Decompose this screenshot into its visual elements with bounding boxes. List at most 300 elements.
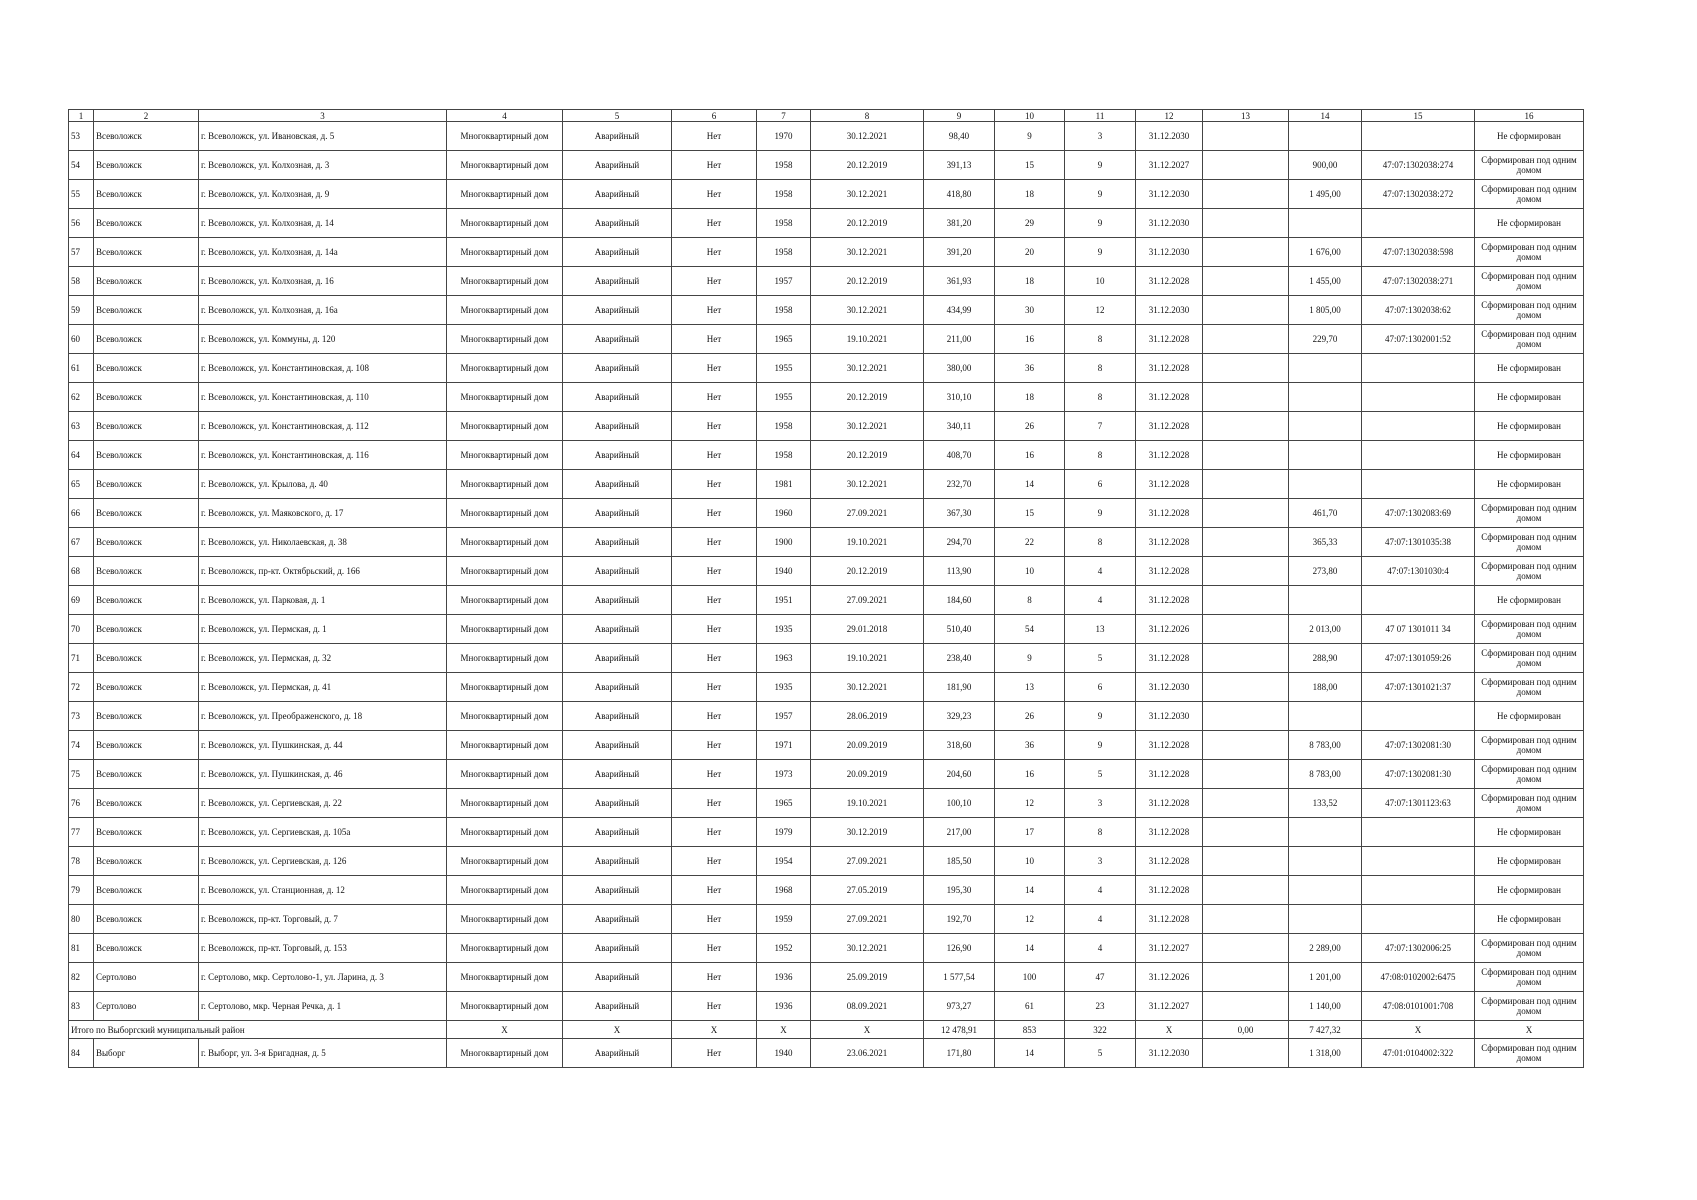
row-number-cell: 77 xyxy=(69,818,94,847)
year-built-cell: 1958 xyxy=(757,209,811,238)
column-header: 2 xyxy=(94,110,199,122)
table-row xyxy=(69,412,1584,441)
building-type-cell: Многоквартирный дом xyxy=(447,905,563,934)
cadastral-number-cell: 47:07:1302038:62 xyxy=(1362,296,1475,325)
settlement-cell: Всеволожск xyxy=(94,412,199,441)
condition-cell: Аварийный xyxy=(563,934,672,963)
table-row xyxy=(69,789,1584,818)
table-row xyxy=(69,470,1584,499)
deadline-cell: 31.12.2030 xyxy=(1136,1039,1203,1068)
column-header: 15 xyxy=(1362,110,1475,122)
year-built-cell: 1955 xyxy=(757,383,811,412)
total-value-cell: X xyxy=(811,1021,924,1039)
cadastral-number-cell: 47:08:0102002:6475 xyxy=(1362,963,1475,992)
building-type-cell: Многоквартирный дом xyxy=(447,615,563,644)
col13-cell xyxy=(1203,499,1289,528)
col11-cell: 4 xyxy=(1065,905,1136,934)
table-row xyxy=(69,963,1584,992)
recognition-date-cell: 19.10.2021 xyxy=(811,789,924,818)
land-status-cell: Сформирован под одним домом xyxy=(1475,644,1584,673)
col11-cell: 9 xyxy=(1065,180,1136,209)
address-cell: г. Всеволожск, ул. Ивановская, д. 5 xyxy=(199,122,447,151)
col13-cell xyxy=(1203,209,1289,238)
table-row xyxy=(69,209,1584,238)
table-row xyxy=(69,847,1584,876)
building-type-cell: Многоквартирный дом xyxy=(447,1039,563,1068)
land-area-cell xyxy=(1289,354,1362,383)
year-built-cell: 1959 xyxy=(757,905,811,934)
cadastral-number-cell xyxy=(1362,905,1475,934)
land-area-cell: 2 289,00 xyxy=(1289,934,1362,963)
col11-cell: 8 xyxy=(1065,354,1136,383)
land-area-cell xyxy=(1289,383,1362,412)
year-built-cell: 1979 xyxy=(757,818,811,847)
col6-cell: Нет xyxy=(672,528,757,557)
land-area-cell xyxy=(1289,209,1362,238)
col13-cell xyxy=(1203,615,1289,644)
col11-cell: 47 xyxy=(1065,963,1136,992)
cadastral-number-cell: 47:07:1301059:26 xyxy=(1362,644,1475,673)
col6-cell: Нет xyxy=(672,615,757,644)
address-cell: г. Всеволожск, ул. Колхозная, д. 14а xyxy=(199,238,447,267)
col6-cell: Нет xyxy=(672,644,757,673)
building-type-cell: Многоквартирный дом xyxy=(447,644,563,673)
settlement-cell: Всеволожск xyxy=(94,905,199,934)
cadastral-number-cell: 47:07:1302038:272 xyxy=(1362,180,1475,209)
col10-cell: 13 xyxy=(995,673,1065,702)
building-type-cell: Многоквартирный дом xyxy=(447,180,563,209)
total-value-cell: X xyxy=(1475,1021,1584,1039)
address-cell: г. Всеволожск, ул. Коммуны, д. 120 xyxy=(199,325,447,354)
col13-cell xyxy=(1203,354,1289,383)
condition-cell: Аварийный xyxy=(563,818,672,847)
deadline-cell: 31.12.2028 xyxy=(1136,325,1203,354)
building-type-cell: Многоквартирный дом xyxy=(447,760,563,789)
land-area-cell xyxy=(1289,905,1362,934)
area-cell: 181,90 xyxy=(924,673,995,702)
recognition-date-cell: 19.10.2021 xyxy=(811,528,924,557)
land-status-cell: Сформирован под одним домом xyxy=(1475,499,1584,528)
row-number-cell: 74 xyxy=(69,731,94,760)
condition-cell: Аварийный xyxy=(563,238,672,267)
total-value-cell: X xyxy=(447,1021,563,1039)
col6-cell: Нет xyxy=(672,847,757,876)
building-type-cell: Многоквартирный дом xyxy=(447,673,563,702)
condition-cell: Аварийный xyxy=(563,209,672,238)
settlement-cell: Всеволожск xyxy=(94,470,199,499)
column-header: 9 xyxy=(924,110,995,122)
land-status-cell: Сформирован под одним домом xyxy=(1475,992,1584,1021)
column-header: 4 xyxy=(447,110,563,122)
building-type-cell: Многоквартирный дом xyxy=(447,470,563,499)
col10-cell: 26 xyxy=(995,412,1065,441)
address-cell: г. Всеволожск, ул. Сергиевская, д. 105а xyxy=(199,818,447,847)
col13-cell xyxy=(1203,557,1289,586)
land-area-cell: 1 140,00 xyxy=(1289,992,1362,1021)
area-cell: 211,00 xyxy=(924,325,995,354)
land-area-cell: 1 201,00 xyxy=(1289,963,1362,992)
col13-cell xyxy=(1203,151,1289,180)
cadastral-number-cell xyxy=(1362,847,1475,876)
land-status-cell: Не сформирован xyxy=(1475,441,1584,470)
condition-cell: Аварийный xyxy=(563,499,672,528)
recognition-date-cell: 27.09.2021 xyxy=(811,905,924,934)
area-cell: 367,30 xyxy=(924,499,995,528)
settlement-cell: Всеволожск xyxy=(94,122,199,151)
row-number-cell: 79 xyxy=(69,876,94,905)
settlement-cell: Всеволожск xyxy=(94,731,199,760)
deadline-cell: 31.12.2028 xyxy=(1136,789,1203,818)
col11-cell: 4 xyxy=(1065,557,1136,586)
column-header: 5 xyxy=(563,110,672,122)
condition-cell: Аварийный xyxy=(563,470,672,499)
cadastral-number-cell xyxy=(1362,122,1475,151)
col11-cell: 8 xyxy=(1065,325,1136,354)
address-cell: г. Выборг, ул. 3-я Бригадная, д. 5 xyxy=(199,1039,447,1068)
building-type-cell: Многоквартирный дом xyxy=(447,296,563,325)
year-built-cell: 1981 xyxy=(757,470,811,499)
row-number-cell: 59 xyxy=(69,296,94,325)
table-row xyxy=(69,354,1584,383)
row-number-cell: 84 xyxy=(69,1039,94,1068)
building-type-cell: Многоквартирный дом xyxy=(447,528,563,557)
condition-cell: Аварийный xyxy=(563,325,672,354)
condition-cell: Аварийный xyxy=(563,992,672,1021)
row-number-cell: 70 xyxy=(69,615,94,644)
col10-cell: 30 xyxy=(995,296,1065,325)
building-type-cell: Многоквартирный дом xyxy=(447,963,563,992)
address-cell: г. Всеволожск, пр-кт. Торговый, д. 7 xyxy=(199,905,447,934)
land-area-cell xyxy=(1289,412,1362,441)
col6-cell: Нет xyxy=(672,470,757,499)
col13-cell xyxy=(1203,180,1289,209)
col13-cell xyxy=(1203,122,1289,151)
address-cell: г. Всеволожск, ул. Сергиевская, д. 22 xyxy=(199,789,447,818)
col13-cell xyxy=(1203,1039,1289,1068)
col13-cell xyxy=(1203,325,1289,354)
land-area-cell xyxy=(1289,847,1362,876)
building-type-cell: Многоквартирный дом xyxy=(447,934,563,963)
address-cell: г. Всеволожск, ул. Станционная, д. 12 xyxy=(199,876,447,905)
settlement-cell: Сертолово xyxy=(94,992,199,1021)
area-cell: 318,60 xyxy=(924,731,995,760)
area-cell: 238,40 xyxy=(924,644,995,673)
settlement-cell: Всеволожск xyxy=(94,586,199,615)
col6-cell: Нет xyxy=(672,354,757,383)
land-status-cell: Не сформирован xyxy=(1475,702,1584,731)
settlement-cell: Всеволожск xyxy=(94,934,199,963)
area-cell: 232,70 xyxy=(924,470,995,499)
cadastral-number-cell: 47:07:1301035:38 xyxy=(1362,528,1475,557)
cadastral-number-cell xyxy=(1362,441,1475,470)
total-value-cell: X xyxy=(563,1021,672,1039)
col13-cell xyxy=(1203,586,1289,615)
building-type-cell: Многоквартирный дом xyxy=(447,818,563,847)
recognition-date-cell: 19.10.2021 xyxy=(811,644,924,673)
year-built-cell: 1957 xyxy=(757,702,811,731)
address-cell: г. Всеволожск, ул. Пушкинская, д. 46 xyxy=(199,760,447,789)
row-number-cell: 73 xyxy=(69,702,94,731)
column-header: 14 xyxy=(1289,110,1362,122)
condition-cell: Аварийный xyxy=(563,180,672,209)
settlement-cell: Всеволожск xyxy=(94,325,199,354)
col13-cell xyxy=(1203,789,1289,818)
address-cell: г. Всеволожск, ул. Пермская, д. 41 xyxy=(199,673,447,702)
table-row xyxy=(69,180,1584,209)
settlement-cell: Выборг xyxy=(94,1039,199,1068)
col13-cell xyxy=(1203,731,1289,760)
cadastral-number-cell: 47:07:1302081:30 xyxy=(1362,731,1475,760)
area-cell: 391,20 xyxy=(924,238,995,267)
year-built-cell: 1960 xyxy=(757,499,811,528)
table-row xyxy=(69,673,1584,702)
area-cell: 510,40 xyxy=(924,615,995,644)
address-cell: г. Всеволожск, ул. Константиновская, д. 116 xyxy=(199,441,447,470)
area-cell: 294,70 xyxy=(924,528,995,557)
col6-cell: Нет xyxy=(672,238,757,267)
cadastral-number-cell: 47 07 1301011 34 xyxy=(1362,615,1475,644)
deadline-cell: 31.12.2027 xyxy=(1136,992,1203,1021)
col6-cell: Нет xyxy=(672,383,757,412)
table-row xyxy=(69,731,1584,760)
col11-cell: 8 xyxy=(1065,441,1136,470)
address-cell: г. Всеволожск, ул. Пермская, д. 1 xyxy=(199,615,447,644)
deadline-cell: 31.12.2028 xyxy=(1136,441,1203,470)
deadline-cell: 31.12.2028 xyxy=(1136,731,1203,760)
recognition-date-cell: 30.12.2021 xyxy=(811,673,924,702)
land-status-cell: Сформирован под одним домом xyxy=(1475,557,1584,586)
col6-cell: Нет xyxy=(672,557,757,586)
condition-cell: Аварийный xyxy=(563,412,672,441)
recognition-date-cell: 30.12.2021 xyxy=(811,122,924,151)
deadline-cell: 31.12.2027 xyxy=(1136,934,1203,963)
deadline-cell: 31.12.2028 xyxy=(1136,644,1203,673)
deadline-cell: 31.12.2028 xyxy=(1136,383,1203,412)
year-built-cell: 1935 xyxy=(757,673,811,702)
deadline-cell: 31.12.2028 xyxy=(1136,499,1203,528)
building-type-cell: Многоквартирный дом xyxy=(447,992,563,1021)
col10-cell: 36 xyxy=(995,731,1065,760)
settlement-cell: Всеволожск xyxy=(94,383,199,412)
land-area-cell: 288,90 xyxy=(1289,644,1362,673)
address-cell: г. Всеволожск, ул. Константиновская, д. 110 xyxy=(199,383,447,412)
land-status-cell: Сформирован под одним домом xyxy=(1475,151,1584,180)
condition-cell: Аварийный xyxy=(563,122,672,151)
table-row xyxy=(69,702,1584,731)
recognition-date-cell: 20.12.2019 xyxy=(811,209,924,238)
building-type-cell: Многоквартирный дом xyxy=(447,441,563,470)
col10-cell: 8 xyxy=(995,586,1065,615)
land-status-cell: Сформирован под одним домом xyxy=(1475,934,1584,963)
area-cell: 192,70 xyxy=(924,905,995,934)
land-status-cell: Сформирован под одним домом xyxy=(1475,528,1584,557)
year-built-cell: 1965 xyxy=(757,789,811,818)
building-type-cell: Многоквартирный дом xyxy=(447,789,563,818)
col11-cell: 7 xyxy=(1065,412,1136,441)
condition-cell: Аварийный xyxy=(563,1039,672,1068)
table-row xyxy=(69,267,1584,296)
table-row xyxy=(69,586,1584,615)
cadastral-number-cell: 47:07:1302038:598 xyxy=(1362,238,1475,267)
column-header: 1 xyxy=(69,110,94,122)
row-number-cell: 69 xyxy=(69,586,94,615)
land-status-cell: Сформирован под одним домом xyxy=(1475,673,1584,702)
year-built-cell: 1973 xyxy=(757,760,811,789)
cadastral-number-cell: 47:07:1301123:63 xyxy=(1362,789,1475,818)
recognition-date-cell: 30.12.2021 xyxy=(811,412,924,441)
land-status-cell: Сформирован под одним домом xyxy=(1475,180,1584,209)
column-number-header xyxy=(69,110,1584,122)
land-status-cell: Сформирован под одним домом xyxy=(1475,1039,1584,1068)
land-area-cell: 365,33 xyxy=(1289,528,1362,557)
recognition-date-cell: 20.12.2019 xyxy=(811,441,924,470)
table-row xyxy=(69,992,1584,1021)
cadastral-number-cell: 47:07:1302083:69 xyxy=(1362,499,1475,528)
area-cell: 185,50 xyxy=(924,847,995,876)
address-cell: г. Сертолово, мкр. Сертолово-1, ул. Ларина, д. 3 xyxy=(199,963,447,992)
land-status-cell: Не сформирован xyxy=(1475,412,1584,441)
building-type-cell: Многоквартирный дом xyxy=(447,586,563,615)
building-type-cell: Многоквартирный дом xyxy=(447,702,563,731)
row-number-cell: 56 xyxy=(69,209,94,238)
col13-cell xyxy=(1203,702,1289,731)
year-built-cell: 1952 xyxy=(757,934,811,963)
land-status-cell: Сформирован под одним домом xyxy=(1475,267,1584,296)
housing-register-table xyxy=(68,109,1584,1068)
table-row xyxy=(69,905,1584,934)
settlement-cell: Сертолово xyxy=(94,963,199,992)
deadline-cell: 31.12.2028 xyxy=(1136,412,1203,441)
row-number-cell: 61 xyxy=(69,354,94,383)
deadline-cell: 31.12.2026 xyxy=(1136,963,1203,992)
col6-cell: Нет xyxy=(672,499,757,528)
col11-cell: 8 xyxy=(1065,528,1136,557)
land-status-cell: Не сформирован xyxy=(1475,470,1584,499)
table-row xyxy=(69,557,1584,586)
col6-cell: Нет xyxy=(672,1039,757,1068)
col11-cell: 4 xyxy=(1065,586,1136,615)
land-area-cell xyxy=(1289,441,1362,470)
land-status-cell: Сформирован под одним домом xyxy=(1475,963,1584,992)
settlement-cell: Всеволожск xyxy=(94,760,199,789)
land-area-cell: 461,70 xyxy=(1289,499,1362,528)
area-cell: 408,70 xyxy=(924,441,995,470)
deadline-cell: 31.12.2030 xyxy=(1136,702,1203,731)
settlement-cell: Всеволожск xyxy=(94,180,199,209)
col13-cell xyxy=(1203,296,1289,325)
total-value-cell: 0,00 xyxy=(1203,1021,1289,1039)
total-value-cell: X xyxy=(672,1021,757,1039)
condition-cell: Аварийный xyxy=(563,354,672,383)
address-cell: г. Сертолово, мкр. Черная Речка, д. 1 xyxy=(199,992,447,1021)
col6-cell: Нет xyxy=(672,441,757,470)
deadline-cell: 31.12.2028 xyxy=(1136,470,1203,499)
table-row xyxy=(69,296,1584,325)
cadastral-number-cell xyxy=(1362,209,1475,238)
col13-cell xyxy=(1203,760,1289,789)
address-cell: г. Всеволожск, ул. Сергиевская, д. 126 xyxy=(199,847,447,876)
col6-cell: Нет xyxy=(672,963,757,992)
table-row xyxy=(69,934,1584,963)
row-number-cell: 78 xyxy=(69,847,94,876)
col10-cell: 54 xyxy=(995,615,1065,644)
land-status-cell: Не сформирован xyxy=(1475,209,1584,238)
address-cell: г. Всеволожск, ул. Колхозная, д. 3 xyxy=(199,151,447,180)
col6-cell: Нет xyxy=(672,731,757,760)
deadline-cell: 31.12.2028 xyxy=(1136,876,1203,905)
col13-cell xyxy=(1203,673,1289,702)
col11-cell: 9 xyxy=(1065,209,1136,238)
building-type-cell: Многоквартирный дом xyxy=(447,151,563,180)
land-area-cell: 133,52 xyxy=(1289,789,1362,818)
land-status-cell: Сформирован под одним домом xyxy=(1475,615,1584,644)
col13-cell xyxy=(1203,992,1289,1021)
land-status-cell: Сформирован под одним домом xyxy=(1475,325,1584,354)
deadline-cell: 31.12.2028 xyxy=(1136,557,1203,586)
column-header: 10 xyxy=(995,110,1065,122)
col10-cell: 15 xyxy=(995,151,1065,180)
col11-cell: 5 xyxy=(1065,760,1136,789)
land-area-cell xyxy=(1289,818,1362,847)
condition-cell: Аварийный xyxy=(563,963,672,992)
building-type-cell: Многоквартирный дом xyxy=(447,557,563,586)
deadline-cell: 31.12.2028 xyxy=(1136,267,1203,296)
col13-cell xyxy=(1203,876,1289,905)
area-cell: 204,60 xyxy=(924,760,995,789)
total-label-cell: Итого по Выборгский муниципальный район xyxy=(69,1021,447,1039)
year-built-cell: 1936 xyxy=(757,963,811,992)
col11-cell: 9 xyxy=(1065,151,1136,180)
settlement-cell: Всеволожск xyxy=(94,151,199,180)
cadastral-number-cell xyxy=(1362,354,1475,383)
col10-cell: 9 xyxy=(995,644,1065,673)
year-built-cell: 1963 xyxy=(757,644,811,673)
col11-cell: 8 xyxy=(1065,383,1136,412)
land-status-cell: Сформирован под одним домом xyxy=(1475,789,1584,818)
area-cell: 195,30 xyxy=(924,876,995,905)
recognition-date-cell: 30.12.2019 xyxy=(811,818,924,847)
table-row xyxy=(69,499,1584,528)
settlement-cell: Всеволожск xyxy=(94,557,199,586)
row-number-cell: 80 xyxy=(69,905,94,934)
area-cell: 100,10 xyxy=(924,789,995,818)
col10-cell: 17 xyxy=(995,818,1065,847)
col6-cell: Нет xyxy=(672,586,757,615)
col11-cell: 5 xyxy=(1065,644,1136,673)
recognition-date-cell: 27.09.2021 xyxy=(811,586,924,615)
cadastral-number-cell xyxy=(1362,412,1475,441)
building-type-cell: Многоквартирный дом xyxy=(447,731,563,760)
col11-cell: 9 xyxy=(1065,731,1136,760)
col6-cell: Нет xyxy=(672,934,757,963)
deadline-cell: 31.12.2028 xyxy=(1136,586,1203,615)
condition-cell: Аварийный xyxy=(563,441,672,470)
address-cell: г. Всеволожск, ул. Крылова, д. 40 xyxy=(199,470,447,499)
row-number-cell: 53 xyxy=(69,122,94,151)
col10-cell: 16 xyxy=(995,441,1065,470)
total-value-cell: X xyxy=(1136,1021,1203,1039)
col10-cell: 18 xyxy=(995,267,1065,296)
land-area-cell xyxy=(1289,470,1362,499)
cadastral-number-cell: 47:07:1302038:274 xyxy=(1362,151,1475,180)
land-status-cell: Не сформирован xyxy=(1475,876,1584,905)
column-header: 6 xyxy=(672,110,757,122)
year-built-cell: 1940 xyxy=(757,557,811,586)
deadline-cell: 31.12.2030 xyxy=(1136,673,1203,702)
deadline-cell: 31.12.2026 xyxy=(1136,615,1203,644)
year-built-cell: 1958 xyxy=(757,441,811,470)
land-area-cell: 2 013,00 xyxy=(1289,615,1362,644)
